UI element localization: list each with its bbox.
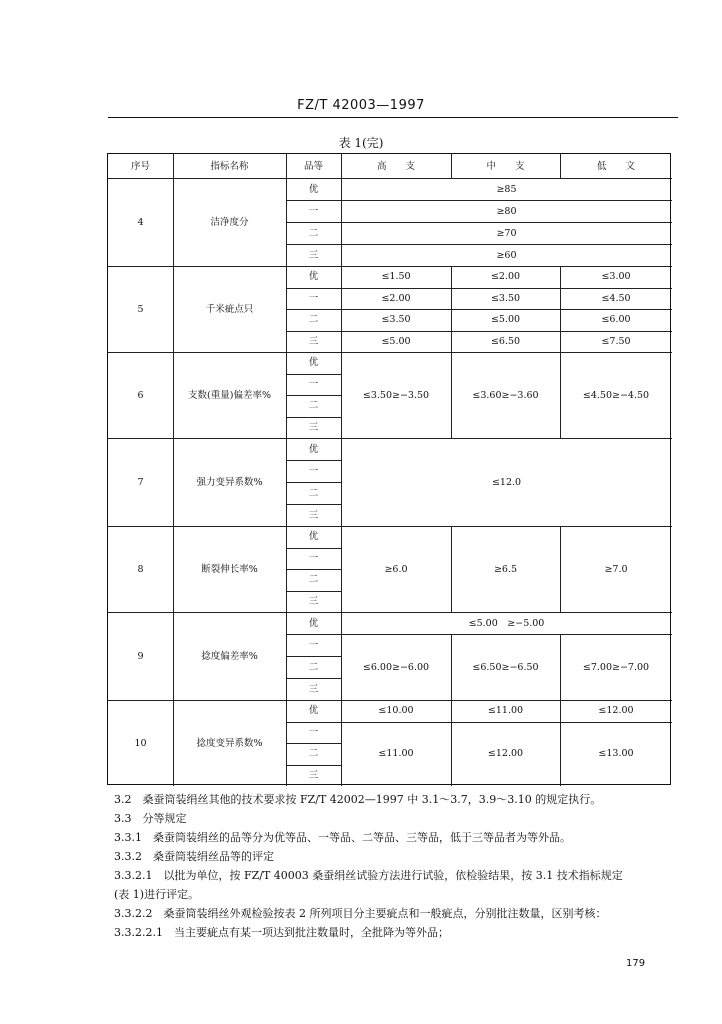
- value-cell: ≤6.50 ≥−6.50: [472, 661, 539, 673]
- value-cell: ≤13.00: [598, 748, 634, 760]
- value-cell: ≥6.5: [493, 563, 518, 575]
- grade-rule: [286, 374, 341, 375]
- header-no: 序号: [130, 160, 150, 172]
- grade-label: 优: [308, 357, 319, 369]
- value-cell: ≤3.50: [381, 314, 411, 326]
- grade-label: 优: [308, 271, 319, 283]
- paragraph-line: 3.3.2 桑蚕筒装绢丝品等的评定: [114, 850, 274, 863]
- header-rule: [108, 117, 678, 118]
- column-rule-mid: [560, 154, 561, 178]
- value-cell: ≤3.50 ≥−3.50: [362, 389, 430, 401]
- row-number: 5: [137, 303, 144, 315]
- value-cell: ≤3.50: [490, 292, 521, 304]
- value-rule: [341, 200, 672, 201]
- grade-rule: [286, 331, 341, 332]
- paragraph-line: (表 1)进行评定。: [114, 888, 200, 901]
- grade-label: 二: [308, 400, 319, 412]
- row-number: 4: [137, 216, 144, 228]
- paragraph-line: 3.3 分等规定: [114, 812, 187, 825]
- value-cell: ≤6.00: [601, 314, 631, 326]
- value-rule: [341, 244, 672, 245]
- value-cell: ≤3.60 ≥−3.60: [472, 389, 539, 401]
- grade-rule: [286, 504, 341, 505]
- grade-label: 一: [308, 465, 319, 477]
- indicator-name: 千米疵点 只: [205, 303, 254, 315]
- value-rule: [341, 222, 672, 223]
- grade-rule: [286, 460, 341, 461]
- grade-label: 二: [308, 487, 319, 499]
- value-rule: [341, 309, 672, 310]
- value-cell: ≤4.50 ≥−4.50: [582, 389, 650, 401]
- row-number: 9: [137, 650, 144, 662]
- grade-label: 一: [308, 378, 319, 390]
- grade-label: 优: [308, 705, 319, 717]
- grade-label: 二: [308, 748, 319, 760]
- value-cell: ≤7.50: [601, 335, 631, 347]
- grade-rule: [286, 678, 341, 679]
- grade-label: 优: [308, 183, 319, 195]
- grade-rule: [286, 244, 341, 245]
- grade-rule: [286, 656, 341, 657]
- grade-label: 三: [308, 769, 319, 781]
- value-cell: ≤3.00: [601, 271, 631, 283]
- grade-label: 一: [308, 292, 319, 304]
- value-all: ≥80: [496, 205, 517, 217]
- document-code: FZ/T 42003—1997: [297, 98, 425, 113]
- paragraph-line: 3.3.1 桑蚕筒装绢丝的品等分为优等品、一等品、二等品、三等品，低于三等品者为等外品。: [114, 831, 571, 844]
- value-cell: ≤4.50: [601, 292, 631, 304]
- value-cell: ≥7.0: [604, 563, 628, 575]
- value-cell: ≤7.00 ≥−7.00: [582, 661, 650, 673]
- grade-label: 三: [308, 335, 319, 347]
- value-cell: ≥6.0: [384, 563, 408, 575]
- grade-label: 三: [308, 595, 319, 607]
- value-cell: ≤10.00: [378, 705, 414, 717]
- paragraph-line: 3.3.2.2 桑蚕筒装绢丝外观检验按表 2 所列项目分主要疵点和一般疵点，分别批注数量，区别考核：: [114, 907, 607, 920]
- grade-rule: [286, 288, 341, 289]
- value-cell: ≤2.00: [381, 292, 411, 304]
- grade-rule: [286, 569, 341, 570]
- indicator-name: 强力 变异系数 %: [196, 476, 263, 488]
- row-number: 8: [137, 563, 144, 575]
- value-cell: ≤5.00: [381, 335, 411, 347]
- value-cell: ≤5.00: [490, 314, 521, 326]
- value-cell: ≤6.50: [490, 335, 521, 347]
- grade-rule: [286, 200, 341, 201]
- value-cell: ≤1.50: [381, 271, 411, 283]
- value-all: ≥60: [496, 249, 517, 261]
- value-rule: [341, 331, 672, 332]
- indicator-name: 洁净度 分: [210, 216, 249, 228]
- value-cell: ≤2.00: [490, 271, 521, 283]
- grade-label: 三: [308, 683, 319, 695]
- grade-label: 优: [308, 617, 319, 629]
- paragraph-line: 3.3.2.2.1 当主要疵点有某一项达到批注数量时，全批降为等外品；: [114, 926, 449, 939]
- grade-rule: [286, 395, 341, 396]
- grade-label: 二: [308, 661, 319, 673]
- value-cell: ≤11.00: [378, 748, 414, 760]
- value-cell: ≤6.00 ≥−6.00: [362, 661, 430, 673]
- value-all: ≤5.00 ≥−5.00: [468, 617, 545, 629]
- header-grade: 品等: [303, 160, 323, 172]
- grade-label: 三: [308, 249, 319, 261]
- header-high: 高 支: [376, 160, 415, 172]
- indicator-name: 捻度 变异系数 %: [196, 737, 263, 749]
- grade-rule: [286, 482, 341, 483]
- grade-rule: [286, 743, 341, 744]
- value-cell: ≤12.00: [598, 705, 634, 717]
- grade-rule: [286, 765, 341, 766]
- specification-table: [107, 153, 671, 785]
- body-text: [114, 790, 686, 942]
- grade-label: 二: [308, 574, 319, 586]
- row-number: 7: [137, 476, 144, 488]
- grade-label: 一: [308, 726, 319, 738]
- column-rule-high: [451, 154, 452, 178]
- grade-rule: [286, 417, 341, 418]
- paragraph-line: 3.2 桑蚕筒装绢丝其他的技术要求按 FZ/T 42002—1997 中 3.1～3.7，3.9～3.10 的规定执行。: [114, 793, 602, 806]
- value-cell: ≤11.00: [487, 705, 524, 717]
- indicator-name: 支数(重量) 偏差率 %: [188, 389, 271, 401]
- header-mid: 中 支: [486, 160, 525, 172]
- grade-label: 一: [308, 552, 319, 564]
- grade-label: 一: [308, 639, 319, 651]
- grade-rule: [286, 634, 341, 635]
- grade-label: 优: [308, 443, 319, 455]
- value-all: ≥70: [496, 227, 517, 239]
- indicator-name: 捻度偏差率 %: [201, 650, 258, 662]
- indicator-name: 断裂伸长率 %: [201, 563, 258, 575]
- value-all: ≥85: [496, 183, 517, 195]
- paragraph-line: 3.3.2.1 以批为单位，按 FZ/T 40003 桑蚕绢丝试验方法进行试验，依检验结果，按 3.1 技术指标规定: [114, 869, 623, 882]
- header-name: 指标名称: [210, 160, 249, 172]
- grade-rule: [286, 222, 341, 223]
- grade-label: 三: [308, 421, 319, 433]
- grade-label: 三: [308, 509, 319, 521]
- grade-rule: [286, 722, 341, 723]
- grade-label: 二: [308, 227, 319, 239]
- value-rule: [341, 288, 672, 289]
- grade-rule: [286, 309, 341, 310]
- row-number: 10: [134, 737, 147, 749]
- grade-rule: [286, 591, 341, 592]
- header-low: 低 文: [596, 160, 635, 172]
- page-number: 179: [626, 958, 646, 969]
- grade-label: 二: [308, 314, 319, 326]
- grade-label: 优: [308, 531, 319, 543]
- grade-label: 一: [308, 205, 319, 217]
- table-caption: 表 1(完): [338, 136, 384, 150]
- row-number: 6: [137, 389, 144, 401]
- value-cell: ≤12.00: [487, 748, 524, 760]
- grade-rule: [286, 548, 341, 549]
- value-all: ≤12.0: [491, 476, 522, 488]
